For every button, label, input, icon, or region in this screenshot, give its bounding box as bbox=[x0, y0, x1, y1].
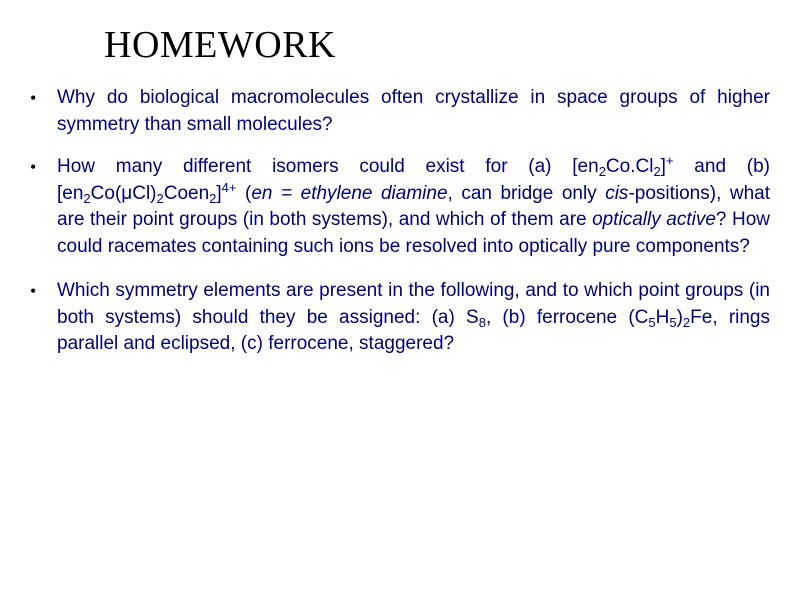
slide-title: HOMEWORK bbox=[104, 24, 336, 66]
question-list bbox=[30, 85, 770, 376]
bullet-icon: • bbox=[30, 157, 37, 177]
bullet-icon: • bbox=[30, 281, 37, 301]
question-3-text: Which symmetry elements are present in the following, and to which point groups (in both systems) should they be assigned: (a) $S_8$, (b) ferrocene $(C_5H_5)_2Fe$, rings parallel and eclipsed, (c) ferrocene, staggered? bbox=[57, 280, 770, 354]
question-1 bbox=[30, 85, 770, 138]
question-1-text: Why do biological macromolecules often crystallize in space groups of higher symmetry than small molecules? bbox=[57, 87, 770, 135]
question-2 bbox=[30, 154, 770, 260]
question-2-text: How many different isomers could exist for (a) $[en_2Co.Cl_2]^+$ and (b) $[en_2Co(\mu Cl)_2Coen_2]^{4+}$ (en = ethylene diamine, can bridge only cis-positions), what are their point groups (in both systems), and which of them are optically active? How could racemates containing such ions be resolved into optically pure components? bbox=[57, 153, 771, 257]
bullet-icon: • bbox=[30, 88, 37, 108]
question-3 bbox=[30, 278, 770, 358]
